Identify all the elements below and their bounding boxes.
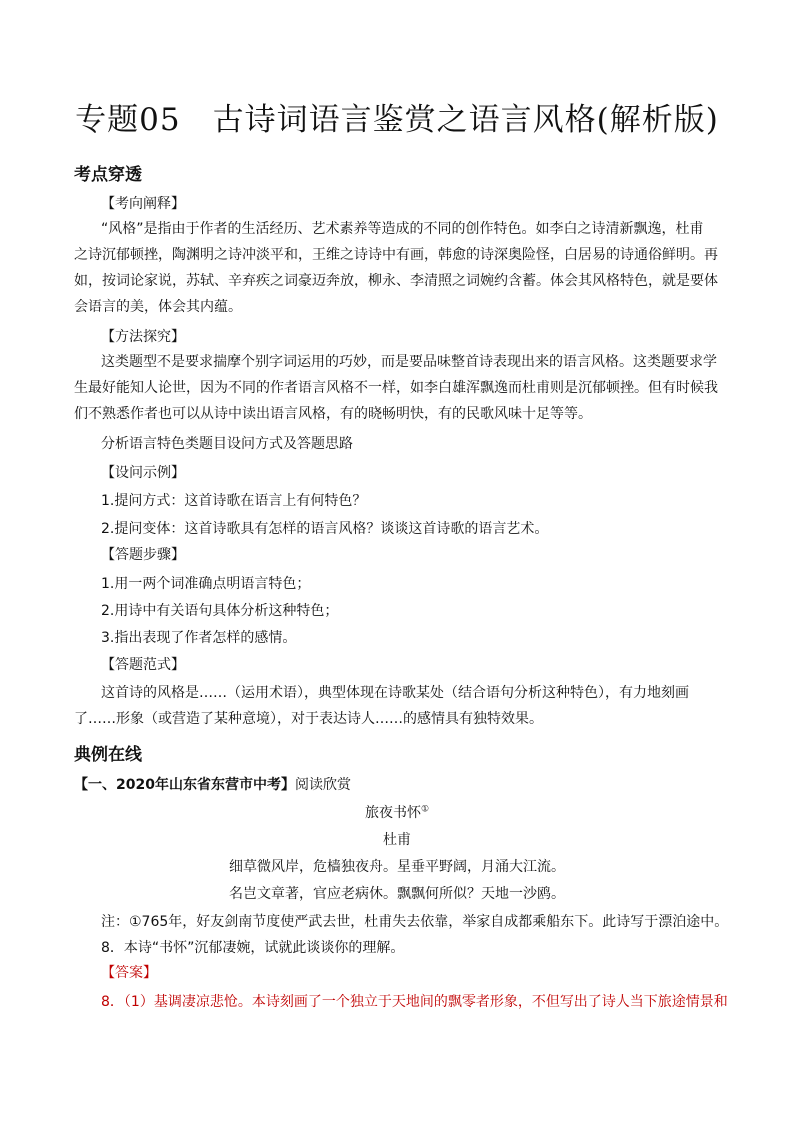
section-heading-dianli: 典例在线: [74, 745, 142, 765]
poem-title: 旅夜书怀: [364, 805, 421, 821]
poem-note-mark: ①: [420, 804, 430, 815]
question: 8．本诗“书怀”沉郁凄婉，试就此谈谈你的理解。: [101, 940, 405, 956]
fangfa-line: 们不熟悉作者也可以从诗中读出语言风格，有的晓畅明快，有的民歌风味十足等等。: [74, 406, 592, 422]
fanshi-line: 了……形象（或营造了某种意境），对于表达诗人……的感情具有独特效果。: [74, 711, 543, 727]
kaoxiang-line: “风格”是指由于作者的生活经历、艺术素养等造成的不同的创作特色。如李白之诗清新飘逸，杜甫: [101, 221, 704, 237]
shewen-item: 2.提问变体：这首诗歌具有怎样的语言风格？谈谈这首诗歌的语言艺术。: [101, 521, 549, 537]
answer-tag: 【答案】: [101, 965, 157, 981]
answer-line: 8．（1）基调凄凉悲怆。本诗刻画了一个独立于天地间的飘零者形象，不但写出了诗人当下旅途情景和: [101, 994, 728, 1010]
poem-line: 细草微风岸，危樯独夜舟。星垂平野阔，月涌大江流。: [229, 859, 565, 875]
kaoxiang-line: 之诗沉郁顿挫，陶渊明之诗冲淡平和，王维之诗诗中有画，韩愈的诗深奥险怪，白居易的诗通俗鲜明。再: [74, 247, 718, 263]
shewen-item: 1.提问方式：这首诗歌在语言上有何特色？: [101, 493, 367, 509]
tag-shewen: 【设问示例】: [101, 465, 185, 481]
page-title: 专题05 古诗词语言鉴赏之语言风格(解析版): [75, 102, 719, 138]
buzhou-item: 3.指出表现了作者怎样的感情。: [101, 630, 297, 646]
fangfa-line: 这类题型不是要求揣摩个别字词运用的巧妙，而是要品味整首诗表现出来的语言风格。这类题要求学: [101, 354, 717, 370]
tag-kaoxiang: 【考向阐释】: [101, 196, 185, 212]
tag-fangfa: 【方法探究】: [101, 329, 185, 345]
poem-line: 名岂文章著，官应老病休。飘飘何所似？天地一沙鸥。: [229, 886, 565, 902]
poem-title-line: [0, 802, 794, 822]
example-source-suffix: 阅读欣赏: [294, 777, 351, 793]
section-heading-kaodian: 考点穿透: [74, 165, 142, 185]
buzhou-item: 2.用诗中有关语句具体分析这种特色；: [101, 603, 339, 619]
kaoxiang-line: 会语言的美，体会其内蕴。: [74, 299, 242, 315]
example-source-line: [74, 772, 734, 798]
buzhou-item: 1.用一两个词准确点明语言特色；: [101, 576, 311, 592]
tag-buzhou: 【答题步骤】: [101, 547, 185, 563]
fanshi-line: 这首诗的风格是……（运用术语），典型体现在诗歌某处（结合语句分析这种特色），有力地刻画: [101, 685, 689, 701]
analysis-line: 分析语言特色类题目设问方式及答题思路: [101, 436, 353, 452]
poem-note: 注：①765年，好友剑南节度使严武去世，杜甫失去依靠，举家自成都乘船东下。此诗写于漂泊途中。: [101, 914, 729, 930]
fangfa-line: 生最好能知人论世，因为不同的作者语言风格不一样，如李白雄浑飘逸而杜甫则是沉郁顿挫。但有时候我: [74, 380, 718, 396]
poem-author: 杜甫: [383, 832, 411, 848]
example-source: 【一、2020年山东省东营市中考】: [74, 777, 295, 793]
kaoxiang-line: 如，按词论家说，苏轼、辛弃疾之词豪迈奔放，柳永、李清照之词婉约含蓄。体会其风格特色，就是要体: [74, 273, 718, 289]
tag-fanshi: 【答题范式】: [101, 657, 185, 673]
